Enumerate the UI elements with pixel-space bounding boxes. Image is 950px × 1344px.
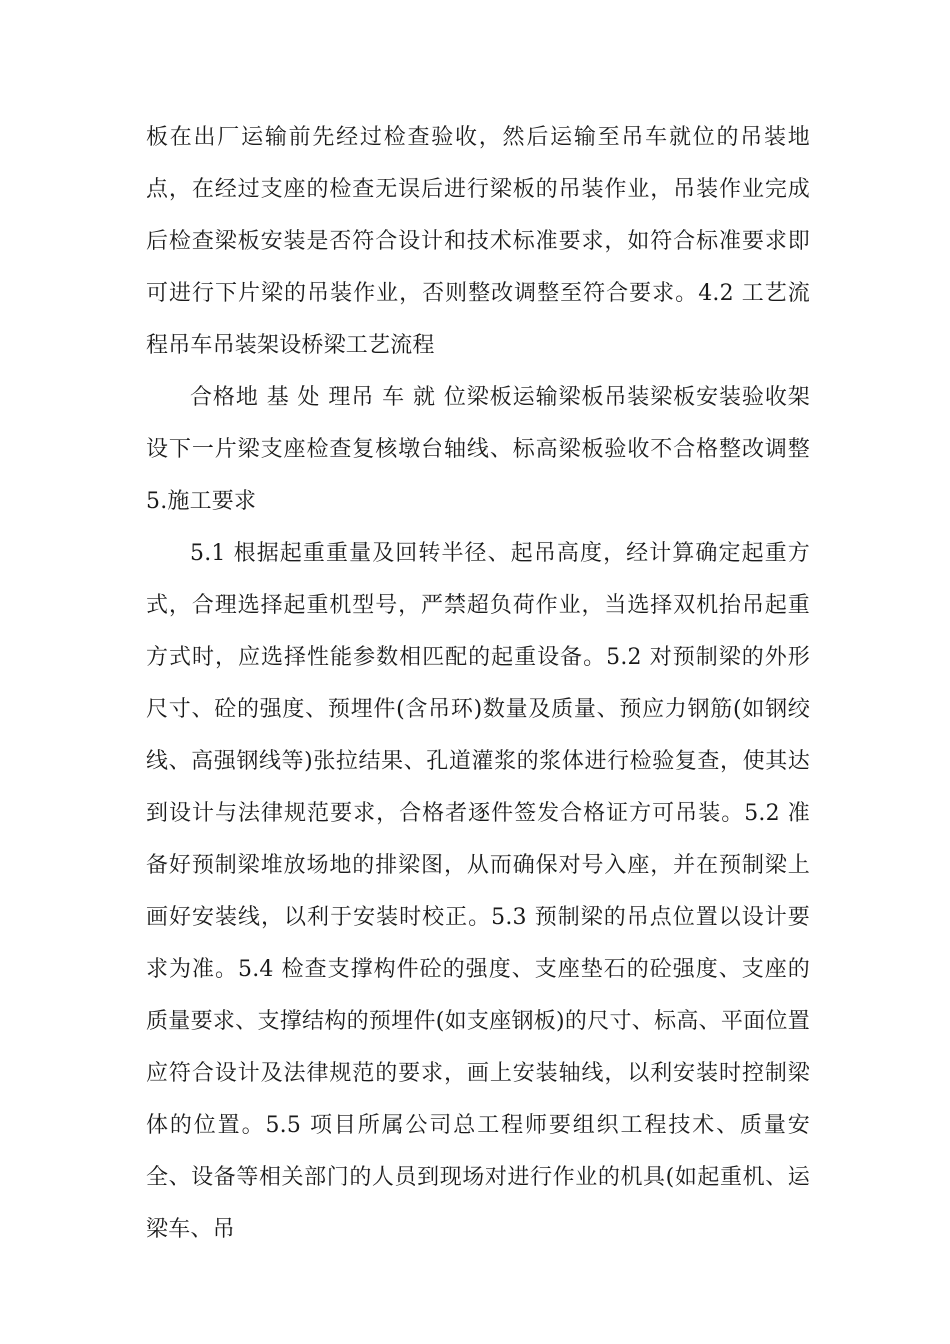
paragraph-process-intro: 板在出厂运输前先经过检查验收，然后运输至吊车就位的吊装地点，在经过支座的检查无误后进行梁板的吊装作业，吊装作业完成后检查梁板安装是否符合设计和技术标准要求，如符合标准要求即可进行下片梁的吊装作业，否则整改调整至符合要求。4.2 工艺流程吊车吊装架设桥梁工艺流程: [146, 125, 810, 358]
paragraph-process-flow: 合格地 基 处 理吊 车 就 位梁板运输梁板吊装梁板安装验收架设下一片梁支座检查复核墩台轴线、标高梁板验收不合格整改调整 5.施工要求: [146, 385, 810, 514]
document-body: [146, 112, 810, 1256]
paragraph-construction-requirements: 5.1 根据起重重量及回转半径、起吊高度，经计算确定起重方式，合理选择起重机型号，严禁超负荷作业，当选择双机抬吊起重方式时，应选择性能参数相匹配的起重设备。5.2 对预制梁的外形尺寸、砼的强度、预埋件(含吊环)数量及质量、预应力钢筋(如钢绞线、高强钢线等)张拉结果、孔道灌浆的浆体进行检验复查，使其达到设计与法律规范要求，合格者逐件签发合格证方可吊装。5.2 准备好预制梁堆放场地的排梁图，从而确保对号入座，并在预制梁上画好安装线，以利于安装时校正。5.3 预制梁的吊点位置以设计要求为准。5.4 检查支撑构件砼的强度、支座垫石的砼强度、支座的质量要求、支撑结构的预埋件(如支座钢板)的尺寸、标高、平面位置应符合设计及法律规范的要求，画上安装轴线，以利安装时控制梁体的位置。5.5 项目所属公司总工程师要组织工程技术、质量安全、设备等相关部门的人员到现场对进行作业的机具(如起重机、运梁车、吊: [146, 541, 810, 1242]
